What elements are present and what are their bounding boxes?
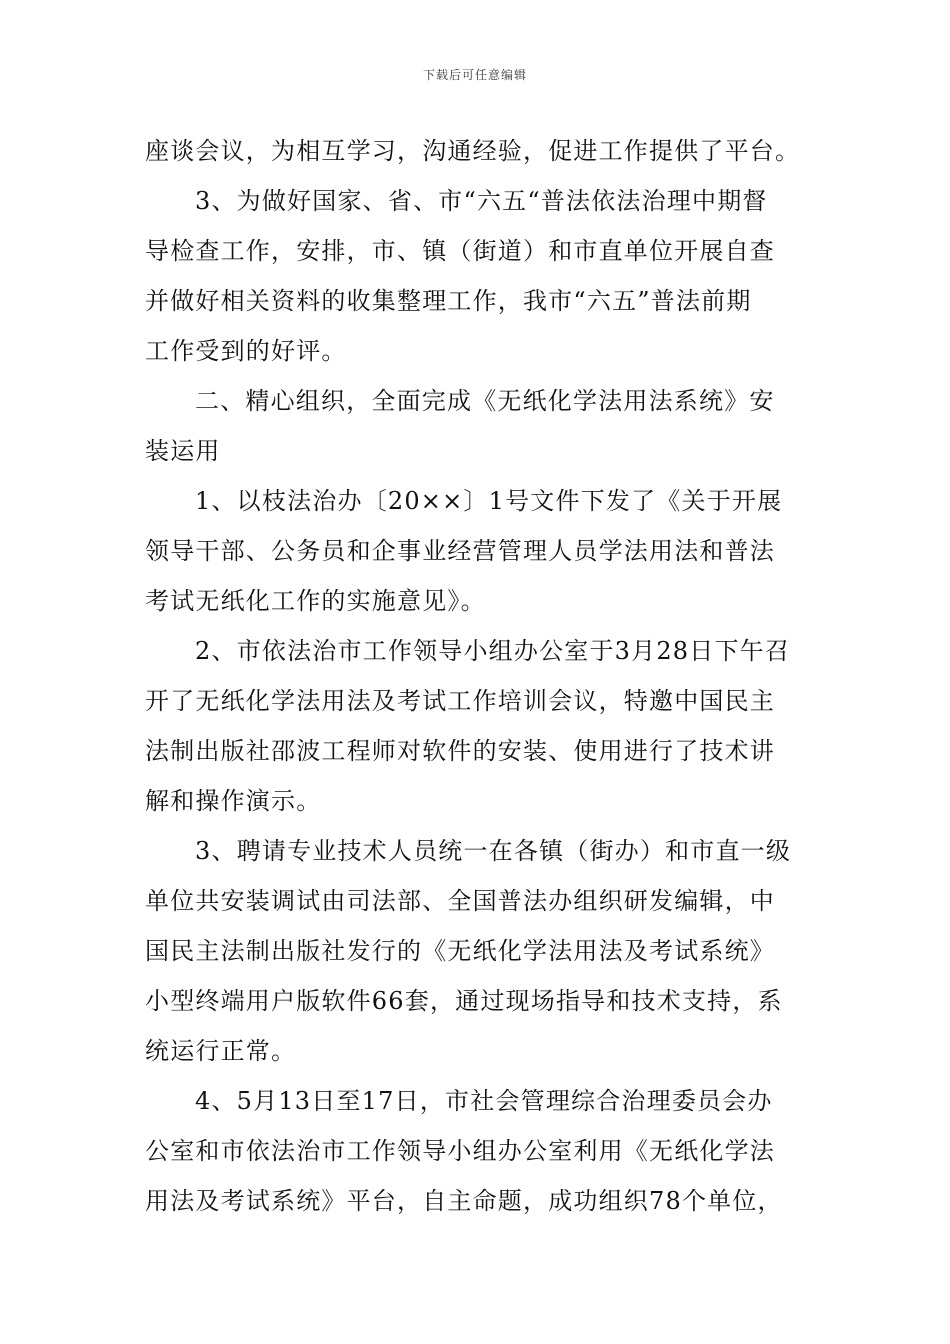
text-line: 3、为做好国家、省、市“六五“普法依法治理中期督: [195, 187, 768, 215]
text-line: 统运行正常。: [145, 1037, 297, 1065]
text-line: 考试无纸化工作的实施意见》。: [145, 587, 486, 615]
text-line: 4、5月13日至17日，市社会管理综合治理委员会办: [195, 1087, 773, 1115]
section-heading-cont: 装运用: [145, 437, 221, 465]
text-line: 用法及考试系统》平台，自主命题，成功组织78个单位，: [145, 1187, 783, 1215]
document-body: [145, 126, 809, 1226]
text-line: 公室和市依法治市工作领导小组办公室利用《无纸化学法: [145, 1137, 775, 1165]
text-line: 座谈会议，为相互学习，沟通经验，促进工作提供了平台。: [145, 137, 801, 165]
text-line: 2、市依法治市工作领导小组办公室于3月28日下午召: [195, 637, 791, 665]
text-line: 开了无纸化学法用法及考试工作培训会议，特邀中国民主: [145, 687, 775, 715]
text-line: 领导干部、公务员和企事业经营管理人员学法用法和普法: [145, 537, 775, 565]
text-line: 1、以枝法治办〔20××〕1号文件下发了《关于开展: [195, 487, 783, 515]
text-line: 单位共安装调试由司法部、全国普法办组织研发编辑，中: [145, 887, 775, 915]
text-line: 法制出版社邵波工程师对软件的安装、使用进行了技术讲: [145, 737, 775, 765]
text-line: 工作受到的好评。: [145, 337, 347, 365]
section-heading: 二、精心组织，全面完成《无纸化学法用法系统》安: [195, 387, 775, 415]
text-line: 小型终端用户版软件66套，通过现场指导和技术支持，系: [145, 987, 783, 1015]
text-line: 导检查工作，安排，市、镇（街道）和市直单位开展自查: [145, 237, 775, 265]
text-line: 并做好相关资料的收集整理工作，我市“六五”普法前期: [145, 287, 752, 315]
page-header-note: 下载后可任意编辑: [422, 68, 527, 82]
text-line: 解和操作演示。: [145, 787, 322, 815]
text-line: 国民主法制出版社发行的《无纸化学法用法及考试系统》: [145, 937, 775, 965]
text-line: 3、聘请专业技术人员统一在各镇（街办）和市直一级: [195, 837, 792, 865]
